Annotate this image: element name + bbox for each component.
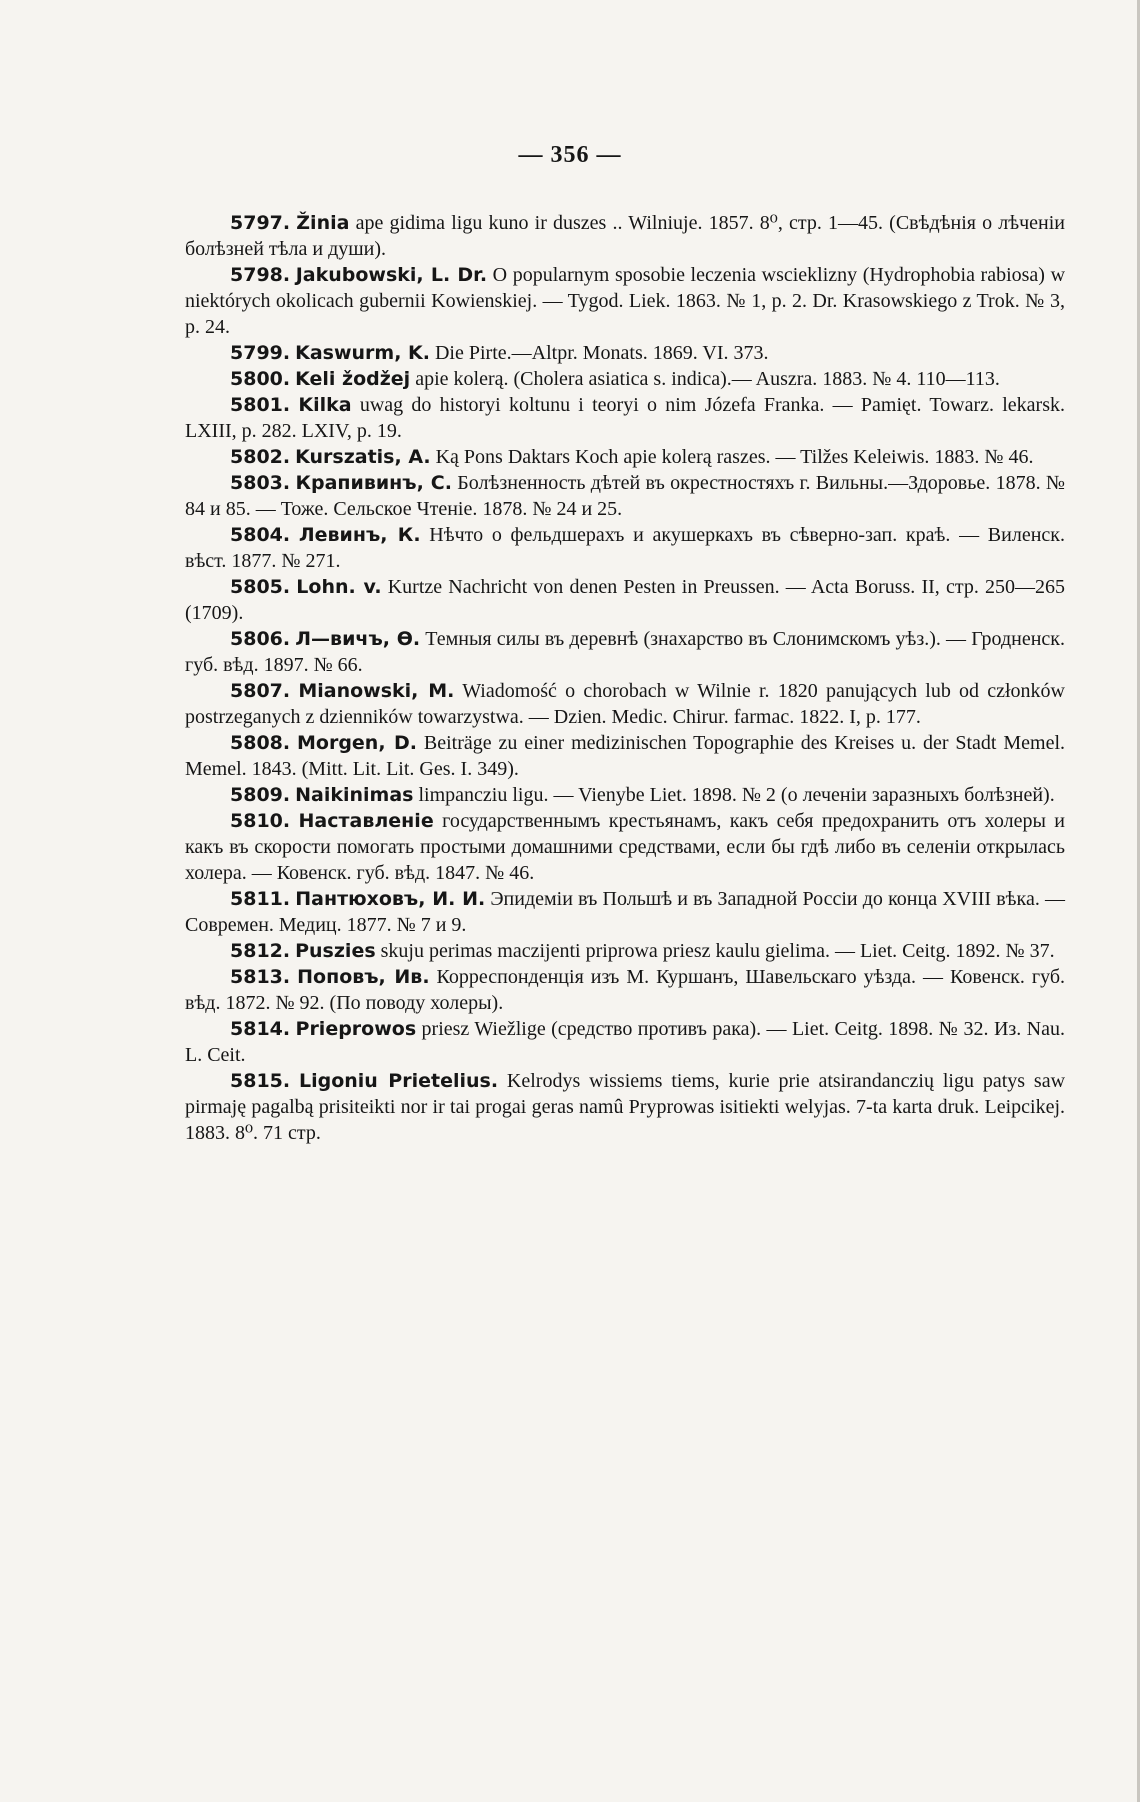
entry-5804: 5804. Левинъ, К. Нѣчто о фельдшерахъ и акушеркахъ въ сѣверно-зап. краѣ. — Виленск. вѣст. 1877. № 271. [185,524,1065,572]
entry-5802: 5802. Kurszatis, A. Ką Pons Daktars Koch apie kolerą raszes. — Tilžes Keleiwis. 1883. № 46. [230,446,1034,468]
entry-5811: 5811. Пантюховъ, И. И. Эпидеміи въ Польшѣ и въ Западной Россіи до конца XVIII вѣка. — Современ. Медиц. 1877. № 7 и 9. [185,888,1065,936]
bibliography-list [185,210,1065,1146]
entry-5803: 5803. Крапивинъ, С. Болѣзненность дѣтей въ окрестностяхъ г. Вильны.—Здоровье. 1878. № 84 и 85. — Тоже. Сельское Чтеніе. 1878. № 24 и 25. [185,472,1065,520]
entry-5813: 5813. Поповъ, Ив. Корреспонденція изъ М. Куршанъ, Шавельскаго уѣзда. — Ковенск. губ. вѣд. 1872. № 92. (По поводу холеры). [185,966,1066,1014]
entry-5801: 5801. Kilka uwag do historyi koltunu i teoryi o nim Józefa Franka. — Pamięt. Towarz. lekarsk. LXIII, p. 282. LXIV, p. 19. [185,394,1065,442]
entry-5808: 5808. Morgen, D. Beiträge zu einer medizinischen Topographie des Kreises u. der Stadt Memel. Memel. 1843. (Mitt. Lit. Lit. Ges. I. 349). [185,732,1066,780]
entry-5806: 5806. Л—вичъ, Ө. Темныя силы въ деревнѣ (знахарство въ Слонимскомъ уѣз.). — Гродненск. губ. вѣд. 1897. № 66. [185,628,1065,676]
entry-5809: 5809. Naikinimas limpancziu ligu. — Vienybe Liet. 1898. № 2 (о леченіи заразныхъ болѣзней). [230,784,1055,806]
entry-5810: 5810. Наставленіе государственнымъ крестьянамъ, какъ себя предохранить отъ холеры и какъ въ скорости помогать простыми домашними средствами, если бы гдѣ либо въ селеніи открылась холера. — Ковенск. губ. вѣд. 1847. № 46. [185,810,1066,884]
entry-5799: 5799. Kaswurm, K. Die Pirte.—Altpr. Monats. 1869. VI. 373. [230,342,769,364]
entry-5798: 5798. Jakubowski, L. Dr. O popularnym sposobie leczenia wscieklizny (Hydrophobia rabiosa) w niektórych okolicach gubernii Kowienskiej. — Tygod. Liek. 1863. № 1, p. 2. Dr. Krasowskiego z Trok. № 3, p. 24. [185,264,1066,338]
entry-5815: 5815. Ligoniu Prietelius. Kelrodys wissiems tiems, kurie prie atsirandanczių ligu patys saw pirmaję pagalbą prisiteikti nor ir tai progai geras namû Pryprowas isitiekti welyjas. 7-ta karta druk. Leipcikej. 1883. 8⁰. 71 стр. [185,1070,1066,1144]
entry-5807: 5807. Mianowski, M. Wiadomość o chorobach w Wilnie r. 1820 panujących lub od członków postrzeganych z dzienników towarzystwa. — Dzien. Medic. Chirur. farmac. 1822. I, p. 177. [185,680,1066,728]
page-number: — 356 — [518,142,622,168]
entry-5797: 5797. Žinia ape gidima ligu kuno ir duszes .. Wilniuje. 1857. 8⁰, стр. 1—45. (Свѣдѣнія о лѣченіи болѣзней тѣла и души). [185,212,1066,260]
entry-5805: 5805. Lohn. v. Kurtze Nachricht von denen Pesten in Preussen. — Acta Boruss. II, стр. 250—265 (1709). [185,576,1065,624]
entry-5814: 5814. Prieprowos priesz Wiežlige (средство противъ рака). — Liet. Ceitg. 1898. № 32. Из. Nau. L. Ceit. [185,1018,1065,1066]
entry-5800: 5800. Keli žodžej apie kolerą. (Cholera asiatica s. indica).— Auszra. 1883. № 4. 110—113. [230,368,1000,390]
entry-5812: 5812. Puszies skuju perimas maczijenti priprowa priesz kaulu gielima. — Liet. Ceitg. 1892. № 37. [230,940,1055,962]
